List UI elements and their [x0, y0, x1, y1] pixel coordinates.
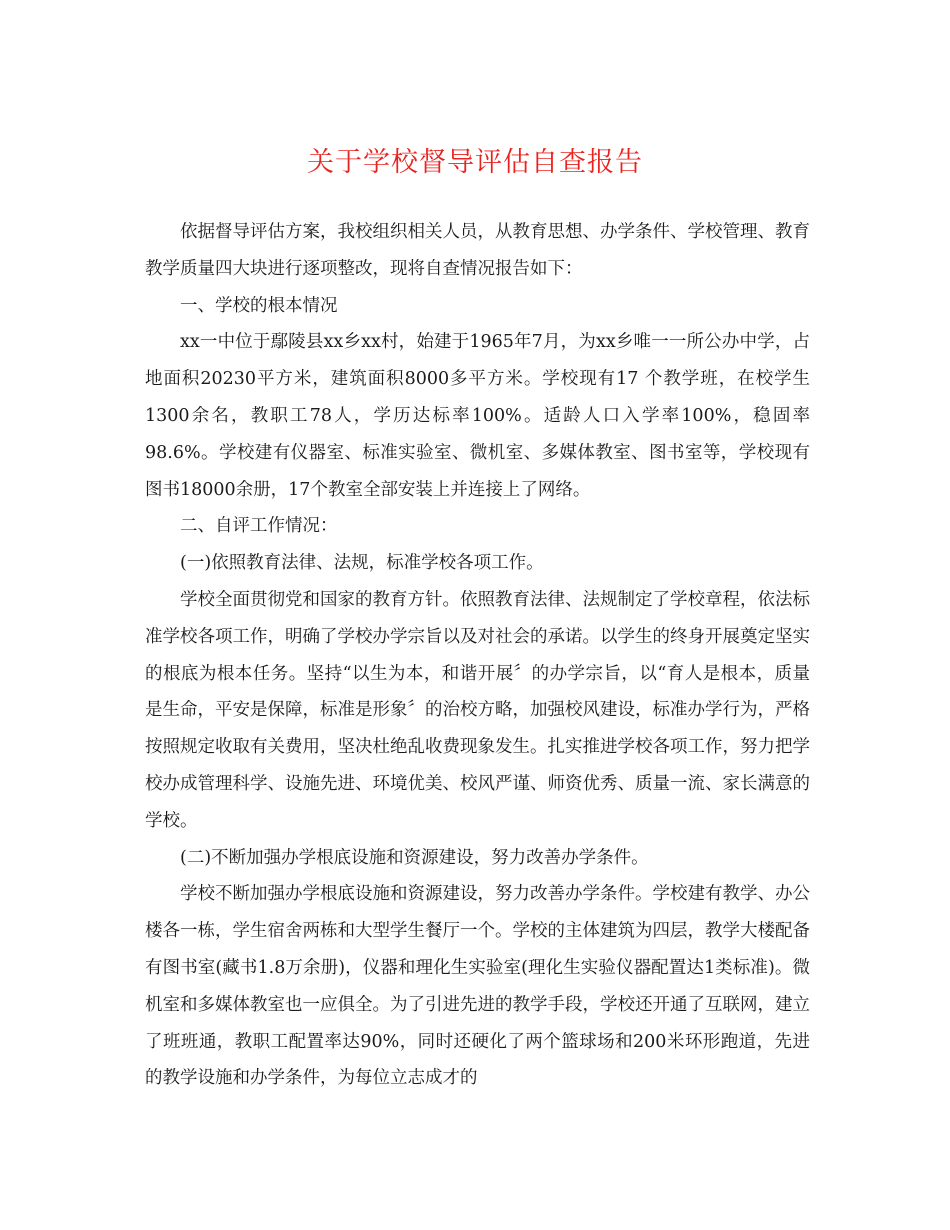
intro-paragraph: 依据督导评估方案，我校组织相关人员，从教育思想、办学条件、学校管理、教育教学质量四大块进行逐项整改，现将自查情况报告如下：	[145, 222, 810, 279]
section-heading-basic-info: 一、学校的根本情况	[180, 295, 338, 316]
basic-info-paragraph: xx一中位于鄢陵县xx乡xx村，始建于1965年7月，为xx乡唯一一所公办中学，占地面积20230平方米，建筑面积8000多平方米。学校现有17 个教学班，在校学生1300余名，教职工78人，学历达标率100%。适龄人口入学率100%，稳固率98.6%。学校建有仪器室、标准实验室、微机室、多媒体教室、图书室等，学校现有图书18000余册，17个教室全部安装上并连接上了网络。	[145, 332, 810, 500]
facilities-paragraph: 学校不断加强办学根底设施和资源建设，努力改善办学条件。学校建有教学、办公楼各一栋，学生宿舍两栋和大型学生餐厅一个。学校的主体建筑为四层，教学大楼配备有图书室(藏书1.8万余册)，仪器和理化生实验室(理化生实验仪器配置达1类标准)。微机室和多媒体教室也一应俱全。为了引进先进的教学手段，学校还开通了互联网，建立了班班通，教职工配置率达90%，同时还硬化了两个篮球场和200米环形跑道，先进的教学设施和办学条件，为每位立志成才的	[145, 884, 810, 1089]
subsection-heading-laws: (一)依照教育法律、法规，标准学校各项工作。	[180, 553, 544, 574]
document-title: 关于学校督导评估自查报告	[307, 147, 643, 178]
subsection-heading-facilities: (二)不断加强办学根底设施和资源建设，努力改善办学条件。	[180, 847, 649, 868]
laws-paragraph: 学校全面贯彻党和国家的教育方针。依照教育法律、法规制定了学校章程，依法标准学校各项工作，明确了学校办学宗旨以及对社会的承诺。以学生的终身开展奠定坚实的根底为根本任务。坚持“以生为本，和谐开展〞的办学宗旨，以“育人是根本，质量是生命，平安是保障，标准是形象〞的治校方略，加强校风建设，标准办学行为，严格按照规定收取有关费用，坚决杜绝乱收费现象发生。扎实推进学校各项工作，努力把学校办成管理科学、设施先进、环境优美、校风严谨、师资优秀、质量一流、家长满意的学校。	[145, 589, 810, 831]
document-body	[145, 214, 810, 1097]
section-heading-self-evaluation: 二、自评工作情况：	[180, 516, 338, 537]
